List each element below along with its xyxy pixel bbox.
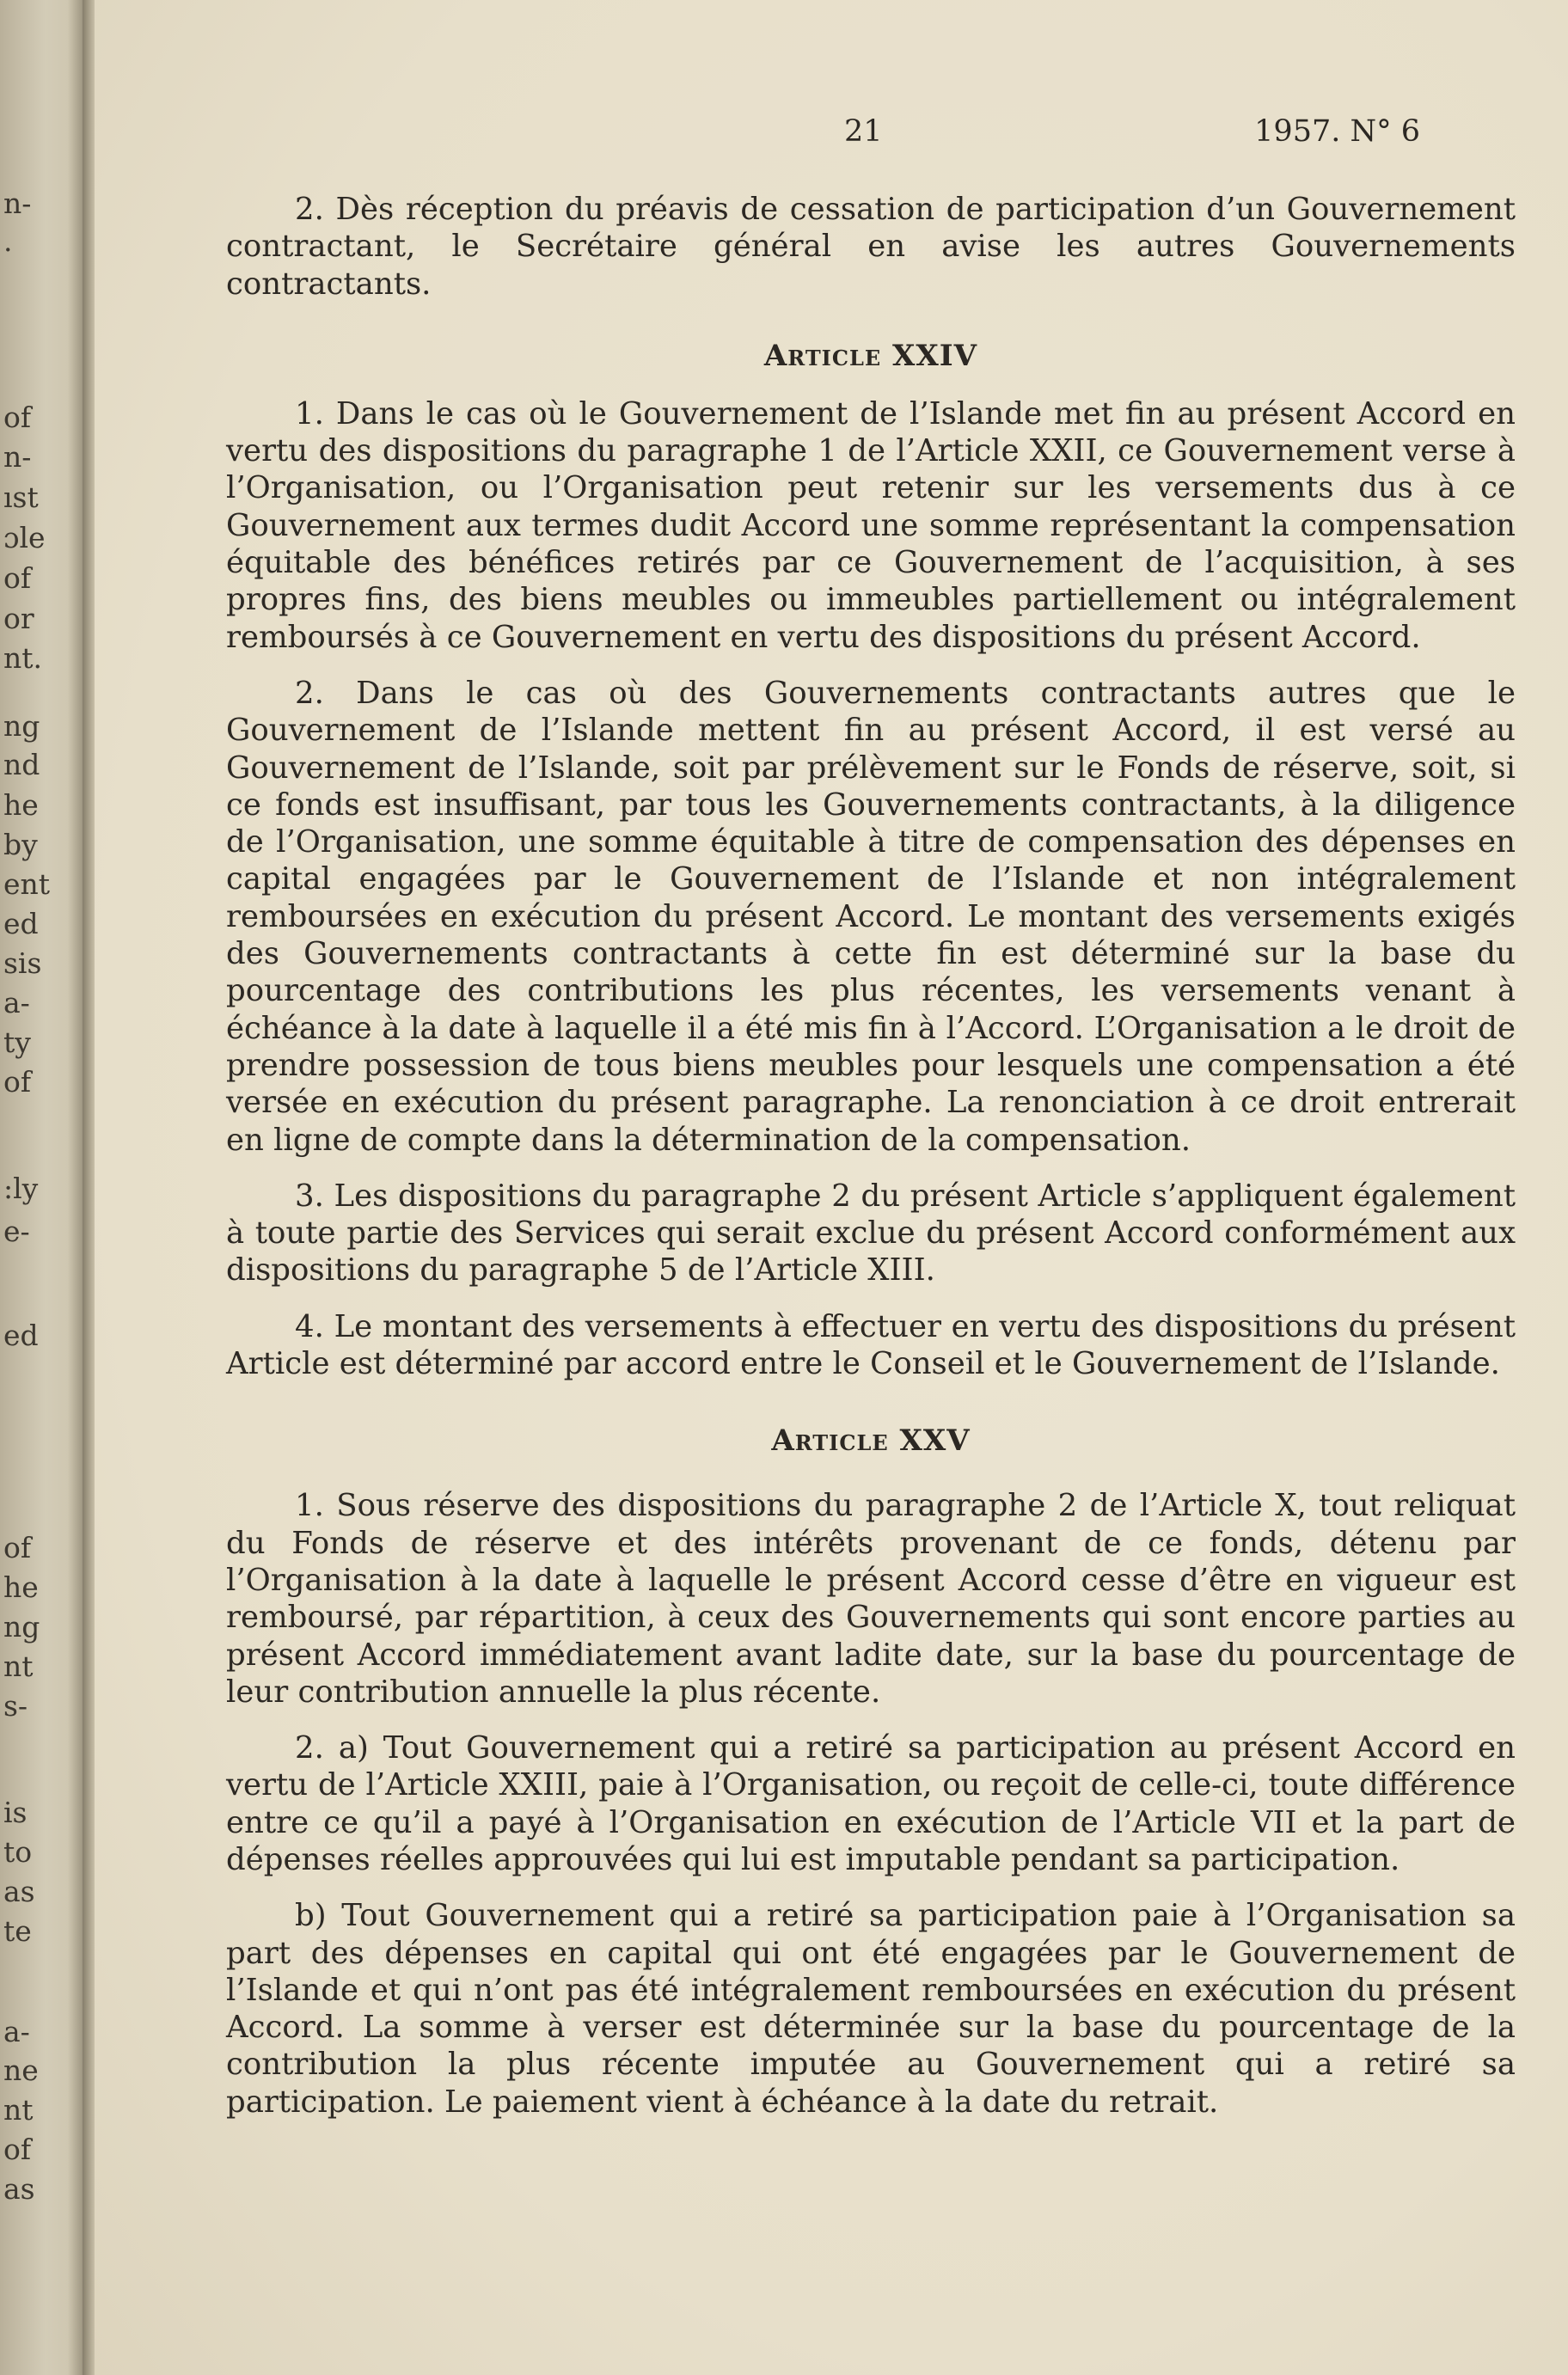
margin-fragment: is [3,1796,28,1829]
margin-fragment: :ly [3,1172,39,1205]
margin-fragment: ty [3,1025,31,1059]
margin-fragment: nt. [3,641,43,675]
margin-fragment: or [3,602,34,635]
page-gutter [83,0,95,2375]
margin-fragment: ed [3,1319,39,1352]
page-number: 21 [844,114,883,149]
margin-fragment: of [3,401,32,434]
margin-fragment: by [3,828,38,861]
margin-fragment: ɔle [3,521,46,554]
margin-fragment: a- [3,2015,30,2048]
margin-fragment: of [3,561,32,595]
page-body [226,191,1516,2121]
article-xxv-paragraph-2a: 2. a) Tout Gouvernement qui a retiré sa participation au présent Accord en vertu de l’Article XXIII, paie à l’Organisation, ou reçoit de celle-ci, toute différence entre ce qu’il a payé à l’Organisation en exécution de l’Article VII et la part de dépenses réelles approuvées qui lui est imputable pendant sa participation. [226,1730,1516,1877]
margin-fragment: a- [3,986,30,1019]
adjacent-page-margin [0,0,83,2375]
document-reference: 1957. N° 6 [1254,114,1420,149]
margin-fragment: ng [3,1610,40,1644]
article-xxiv-paragraph-3: 3. Les dispositions du paragraphe 2 du présent Article s’appliquent également à toute partie des Services qui serait exclue du présent Accord conformément aux dispositions du paragraphe 5 de l’Article XIII. [226,1178,1516,1288]
margin-fragment: ng [3,709,40,743]
article-xxiv-paragraph-2: 2. Dans le cas où des Gouvernements contractants autres que le Gouvernement de l’Islande mettent fin au présent Accord, il est versé au Gouvernement de l’Islande, soit par prélèvement sur le Fonds de réserve, soit, si ce fonds est insuffisant, par tous les Gouvernements contractants, à la diligence de l’Organisation, une somme équitable à titre de compensation des dépenses en capital engagées par le Gouvernement de l’Islande et non intégralement remboursées en exécution du présent Accord. Le montant des versements exigés des Gouvernements contractants à cette fin est déterminé sur la base du pourcentage des contributions les plus récentes, les versements venant à échéance à la date à laquelle il a été mis fin à l’Accord. L’Organisation a le droit de prendre possession de tous biens meubles pour lesquels une compensation a été versée en exécution du présent paragraphe. La renonciation à ce droit entrerait en ligne de compte dans la détermination de la compensation. [226,675,1516,1158]
paragraph-cessation-notice: 2. Dès réception du préavis de cessation de participation d’un Gouvernement contractant, le Secrétaire général en avise les autres Gouvernements contractants. [226,192,1516,302]
margin-fragment: n- [3,440,32,474]
article-xxv-paragraph-2b: b) Tout Gouvernement qui a retiré sa participation paie à l’Organisation sa part des dépenses en capital qui ont été engagées par le Gouvernement de l’Islande et qui n’ont pas été intégralement remboursées en exécution du présent Accord. La somme à verser est déterminée sur la base du pourcentage de la contribution la plus récente imputée au Gouvernement qui a retiré sa participation. Le paiement vient à échéance à la date du retrait. [226,1898,1516,2120]
article-heading-xxv: Article XXV [771,1423,971,1459]
margin-fragment: nd [3,748,40,781]
margin-fragment: te [3,1914,32,1948]
margin-fragment: s- [3,1689,28,1723]
margin-fragment: as [3,1875,35,1908]
margin-fragment: as [3,2172,35,2206]
article-xxiv-paragraph-1: 1. Dans le cas où le Gouvernement de l’Islande met fin au présent Accord en vertu des dispositions du paragraphe 1 de l’Article XXII, ce Gouvernement verse à l’Organisation, ou l’Organisation peut retenir sur les versements dus à ce Gouvernement aux termes dudit Accord une somme représentant la compensation équitable des bénéfices retirés par ce Gouvernement de l’acquisition, à ses propres fins, des biens meubles ou immeubles partiellement ou intégralement remboursés à ce Gouvernement en vertu des dispositions du présent Accord. [226,395,1516,655]
margin-fragment: nt [3,1650,34,1683]
margin-fragment: n- [3,187,32,220]
margin-fragment: sis [3,946,42,980]
margin-fragment: . [3,224,13,258]
margin-fragment: he [3,1570,39,1604]
article-xxiv-paragraph-4: 4. Le montant des versements à effectuer en vertu des dispositions du présent Article est déterminé par accord entre le Conseil et le Gouvernement de l’Islande. [226,1308,1516,1382]
margin-fragment: ent [3,867,51,901]
margin-fragment: ed [3,907,39,940]
margin-fragment: to [3,1835,33,1869]
margin-fragment: ıst [3,481,39,514]
margin-fragment: of [3,1531,32,1564]
margin-fragment: he [3,788,39,822]
margin-fragment: e- [3,1215,30,1248]
margin-fragment: of [3,2133,32,2166]
margin-fragment: nt [3,2093,34,2127]
article-heading-xxiv: Article XXIV [763,338,978,373]
article-xxv-paragraph-1: 1. Sous réserve des dispositions du paragraphe 2 de l’Article X, tout reliquat du Fonds de réserve et des intérêts provenant de ce fonds, détenu par l’Organisation à la date à laquelle le présent Accord cesse d’être en vigueur est remboursé, par répartition, à ceux des Gouvernements qui sont encore parties au présent Accord immédiatement avant ladite date, sur la base du pourcentage de leur contribution annuelle la plus récente. [226,1488,1516,1710]
margin-fragment: of [3,1065,32,1099]
document-page [95,0,1568,2375]
margin-fragment: ne [3,2054,39,2087]
